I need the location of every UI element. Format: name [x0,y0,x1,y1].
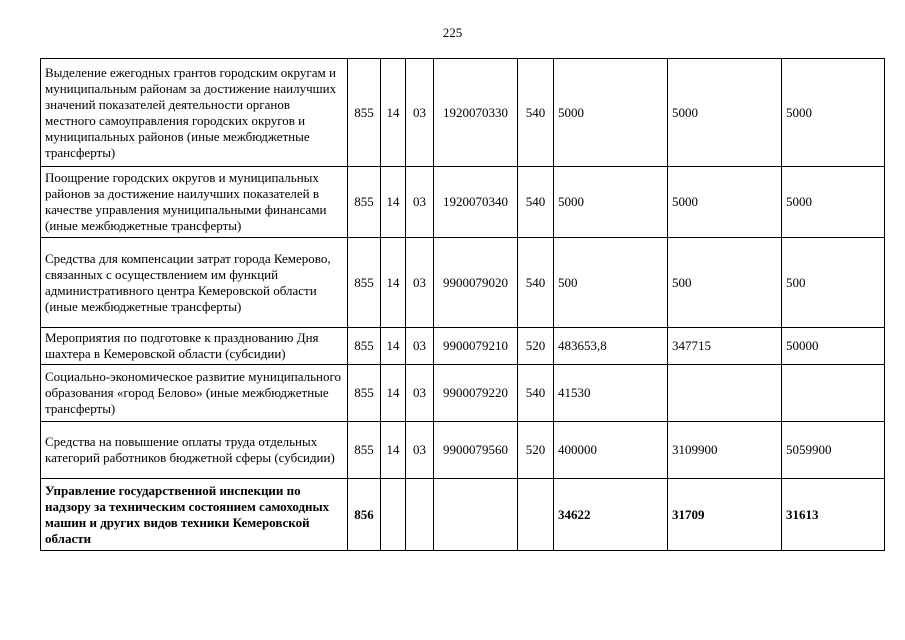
table-row [41,365,885,422]
ministry-code: 855 [348,238,381,328]
table-row [41,238,885,328]
year2-amount: 5000 [668,167,782,238]
ministry-code: 855 [348,59,381,167]
row-description: Управление государственной инспекции по надзору за техническим состоянием самоходных машин и других видов техники Кемеровской области [41,479,348,551]
expense-type-code: 520 [518,422,554,479]
budget-table [40,58,885,551]
year1-amount: 500 [554,238,668,328]
year3-amount: 500 [782,238,885,328]
ministry-code: 855 [348,167,381,238]
subsection-code: 03 [406,238,434,328]
subsection-code [406,479,434,551]
row-description: Поощрение городских округов и муниципальных районов за достижение наилучших показателей в качестве управления муниципальными финансами (иные межбюджетные трансферты) [41,167,348,238]
subsection-code: 03 [406,59,434,167]
row-description: Средства для компенсации затрат города Кемерово, связанных с осуществлением им функций административного центра Кемеровской области (иные межбюджетные трансферты) [41,238,348,328]
row-description: Мероприятия по подготовке к празднованию Дня шахтера в Кемеровской области (субсидии) [41,328,348,365]
section-code: 14 [381,59,406,167]
target-article-code: 9900079560 [434,422,518,479]
ministry-code: 855 [348,365,381,422]
section-code: 14 [381,328,406,365]
year2-amount: 347715 [668,328,782,365]
section-code: 14 [381,365,406,422]
target-article-code: 1920070330 [434,59,518,167]
year2-amount [668,365,782,422]
year1-amount: 5000 [554,59,668,167]
row-description: Средства на повышение оплаты труда отдельных категорий работников бюджетной сферы (субсидии) [41,422,348,479]
expense-type-code: 540 [518,59,554,167]
target-article-code: 1920070340 [434,167,518,238]
ministry-code: 855 [348,328,381,365]
year1-amount: 34622 [554,479,668,551]
section-code: 14 [381,167,406,238]
subsection-code: 03 [406,328,434,365]
table-row [41,59,885,167]
section-code [381,479,406,551]
year3-amount: 50000 [782,328,885,365]
year3-amount: 5000 [782,167,885,238]
target-article-code [434,479,518,551]
table-row [41,479,885,551]
year3-amount: 5059900 [782,422,885,479]
year1-amount: 5000 [554,167,668,238]
target-article-code: 9900079220 [434,365,518,422]
year1-amount: 41530 [554,365,668,422]
row-description: Социально-экономическое развитие муниципального образования «город Белово» (иные межбюджетные трансферты) [41,365,348,422]
subsection-code: 03 [406,167,434,238]
ministry-code: 855 [348,422,381,479]
expense-type-code: 540 [518,238,554,328]
year2-amount: 3109900 [668,422,782,479]
table-row [41,167,885,238]
year3-amount: 5000 [782,59,885,167]
year2-amount: 5000 [668,59,782,167]
year1-amount: 483653,8 [554,328,668,365]
year3-amount [782,365,885,422]
year2-amount: 31709 [668,479,782,551]
expense-type-code: 540 [518,365,554,422]
section-code: 14 [381,422,406,479]
ministry-code: 856 [348,479,381,551]
expense-type-code: 520 [518,328,554,365]
page-number: 225 [442,25,463,40]
row-description: Выделение ежегодных грантов городским округам и муниципальным районам за достижение наилучших значений показателей деятельности органов местного самоуправления городских округов и муниципальных районов (иные межбюджетные трансферты) [41,59,348,167]
target-article-code: 9900079020 [434,238,518,328]
subsection-code: 03 [406,422,434,479]
section-code: 14 [381,238,406,328]
target-article-code: 9900079210 [434,328,518,365]
table-row [41,422,885,479]
year1-amount: 400000 [554,422,668,479]
table-row [41,328,885,365]
expense-type-code [518,479,554,551]
year2-amount: 500 [668,238,782,328]
expense-type-code: 540 [518,167,554,238]
year3-amount: 31613 [782,479,885,551]
subsection-code: 03 [406,365,434,422]
